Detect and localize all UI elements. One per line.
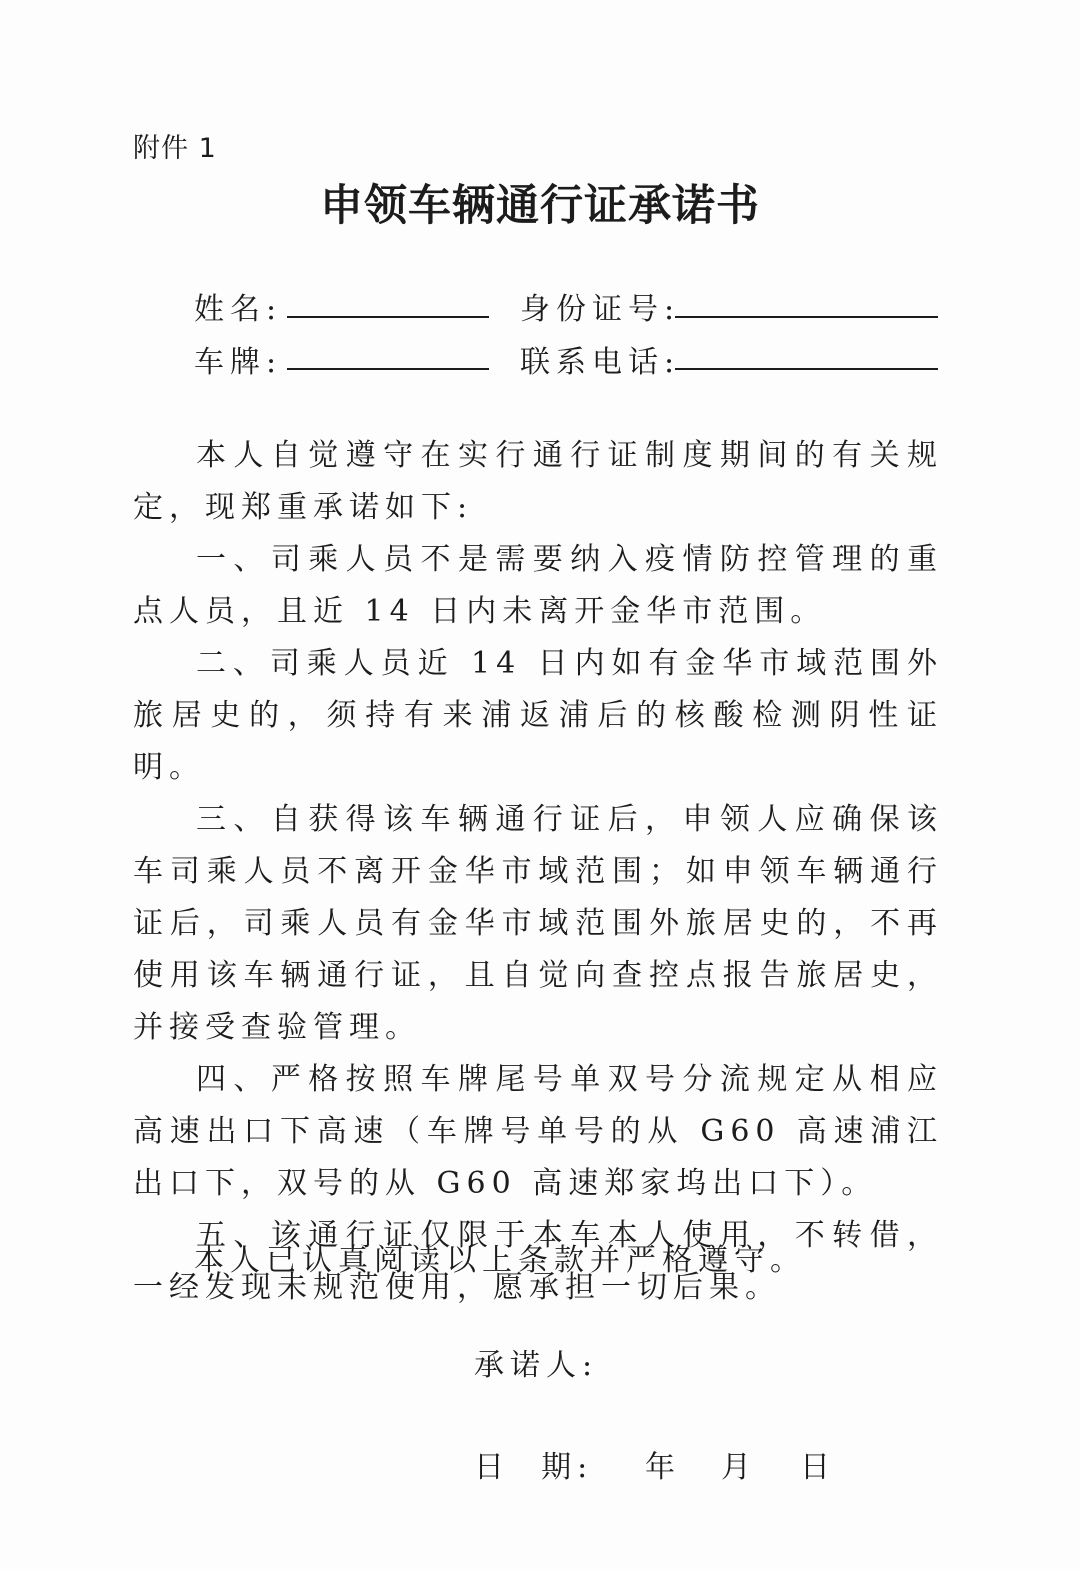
plate-label: 车牌:: [194, 345, 283, 380]
confirmation-statement: 本人已认真阅读以上条款并严格遵守。: [194, 1243, 806, 1278]
pledge-item-3: 三、自获得该车辆通行证后，申领人应确保该车司乘人员不离开金华市域范围；如申领车辆通行证后，司乘人员有金华市域范围外旅居史的，不再使用该车辆通行证，且自觉向查控点报告旅居史，并接受查验管理。: [133, 802, 943, 1045]
pledge-body: [133, 430, 943, 1314]
day-label: 日: [800, 1450, 830, 1485]
pledge-intro: 本人自觉遵守在实行通行证制度期间的有关规定，现郑重承诺如下:: [133, 438, 943, 525]
attachment-label: 附件 1: [133, 133, 217, 164]
plate-field[interactable]: [287, 368, 489, 370]
name-label: 姓名:: [194, 292, 283, 327]
year-label: 年: [645, 1450, 675, 1485]
pledge-item-4: 四、严格按照车牌尾号单双号分流规定从相应高速出口下高速（车牌号单号的从 G60 高速浦江出口下，双号的从 G60 高速郑家坞出口下）。: [133, 1062, 943, 1201]
phone-field[interactable]: [675, 368, 938, 370]
id-number-field[interactable]: [675, 316, 938, 318]
name-field[interactable]: [287, 316, 489, 318]
document-title: 申领车辆通行证承诺书: [320, 181, 760, 231]
month-label: 月: [721, 1450, 751, 1485]
id-number-label: 身份证号:: [520, 292, 681, 327]
signer-label: 承诺人:: [474, 1348, 599, 1383]
date-label: 日 期:: [474, 1450, 594, 1485]
pledge-item-1: 一、司乘人员不是需要纳入疫情防控管理的重点人员，且近 14 日内未离开金华市范围。: [133, 542, 943, 629]
pledge-item-5: 五、该通行证仅限于本车本人使用，不转借，一经发现未规范使用，愿承担一切后果。: [133, 1218, 943, 1305]
pledge-item-2: 二、司乘人员近 14 日内如有金华市域范围外旅居史的，须持有来浦返浦后的核酸检测阴性证明。: [133, 646, 943, 785]
phone-label: 联系电话:: [520, 345, 681, 380]
